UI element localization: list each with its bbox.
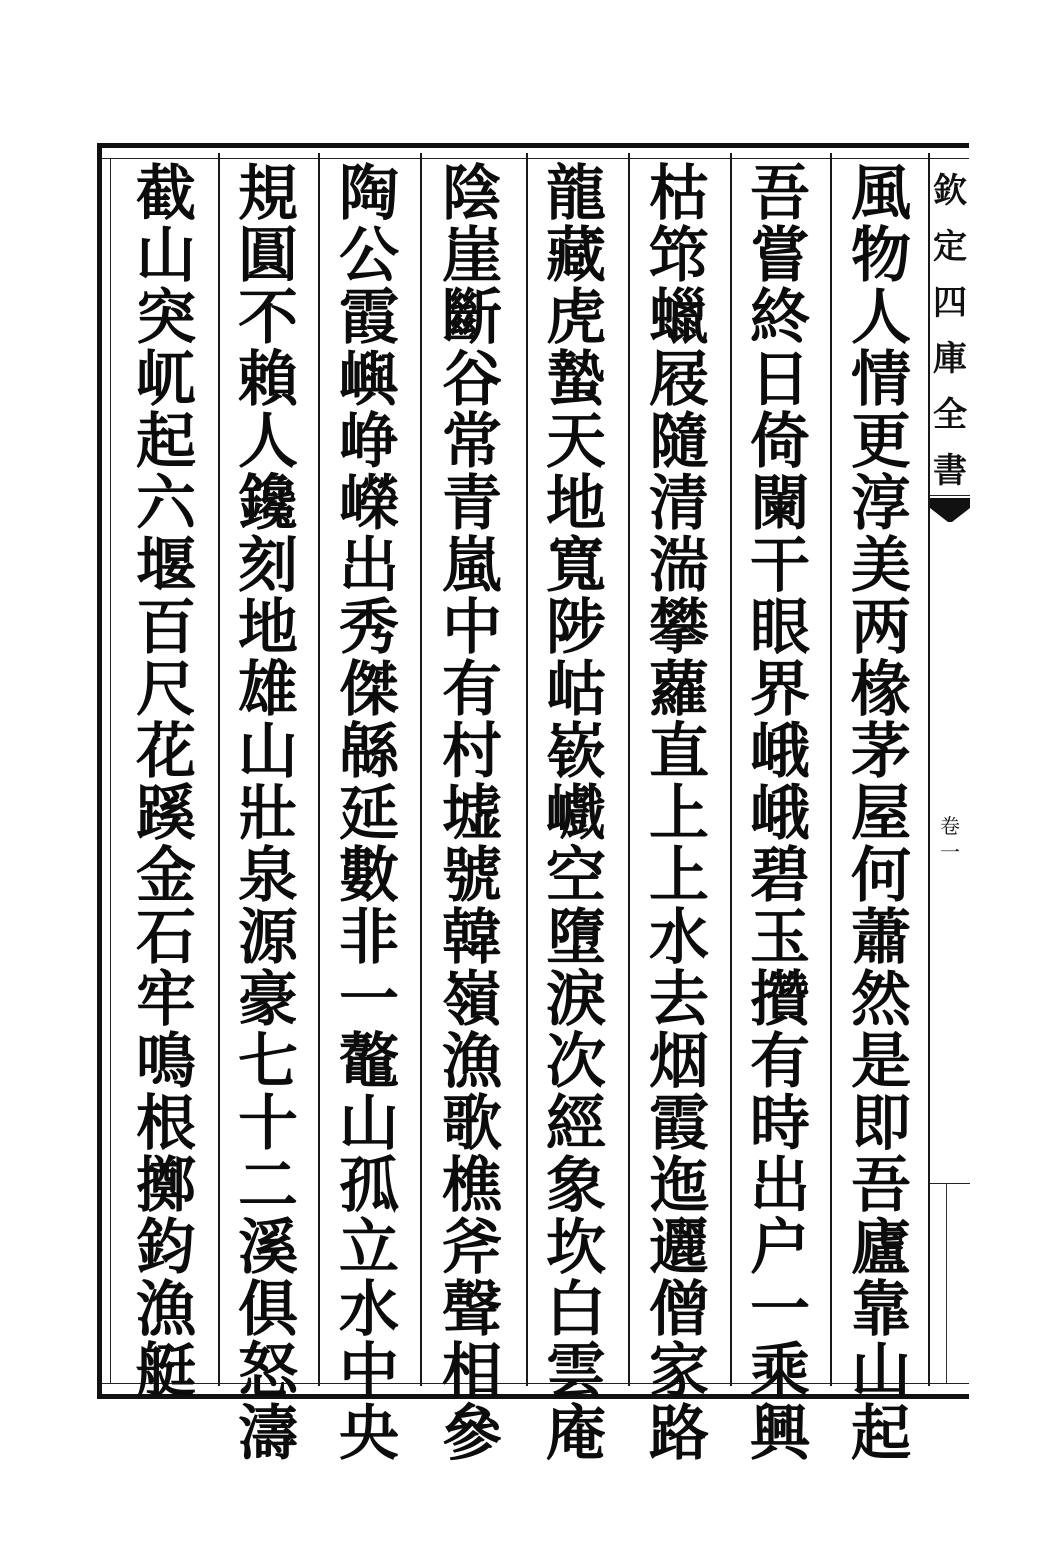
text-character: 規 [238, 159, 298, 229]
text-character: 聲 [442, 1275, 502, 1345]
text-character: 两 [851, 593, 911, 663]
text-character: 坎 [546, 1213, 606, 1283]
text-character: 藏 [546, 221, 606, 291]
text-character: 鈞 [136, 1213, 196, 1283]
text-character: 蕭 [851, 903, 911, 973]
text-column-2 [737, 159, 823, 1469]
column-divider [730, 153, 732, 1386]
text-character: 筇 [649, 221, 709, 291]
column-divider [318, 153, 320, 1386]
text-character: 有 [442, 655, 502, 725]
text-character: 鳴 [136, 1027, 196, 1097]
text-character: 攢 [750, 965, 810, 1035]
text-character: 靠 [851, 1275, 911, 1345]
text-character: 即 [851, 1089, 911, 1159]
text-character: 陶 [339, 159, 399, 229]
frame-inner-left-line [110, 158, 111, 1384]
text-character: 虎 [546, 283, 606, 353]
text-character: 然 [851, 965, 911, 1035]
text-character: 烟 [649, 1027, 709, 1097]
text-character: 巇 [546, 779, 606, 849]
text-character: 空 [546, 841, 606, 911]
text-character: 豪 [238, 965, 298, 1035]
text-character: 水 [649, 903, 709, 973]
book-title-char: 全 [933, 395, 967, 435]
text-character: 六 [136, 469, 196, 539]
text-character: 水 [339, 1275, 399, 1345]
frame-inner-top-line [102, 158, 969, 159]
text-character: 擲 [136, 1151, 196, 1221]
text-character: 家 [649, 1337, 709, 1407]
text-character: 陰 [442, 159, 502, 229]
book-title [930, 163, 970, 499]
text-character: 吾 [851, 1151, 911, 1221]
text-character: 倚 [750, 407, 810, 477]
text-character: 堰 [136, 531, 196, 601]
text-character: 牢 [136, 965, 196, 1035]
text-character: 十 [238, 1089, 298, 1159]
text-character: 圓 [238, 221, 298, 291]
text-character: 起 [136, 407, 196, 477]
text-column-1 [838, 159, 924, 1469]
text-character: 出 [750, 1151, 810, 1221]
text-character: 情 [851, 345, 911, 415]
text-character: 僧 [649, 1275, 709, 1345]
text-character: 蠟 [649, 283, 709, 353]
text-character: 峨 [750, 779, 810, 849]
text-character: 谷 [442, 345, 502, 415]
text-character: 百 [136, 593, 196, 663]
text-character: 斧 [442, 1213, 502, 1283]
text-character: 村 [442, 717, 502, 787]
text-character: 山 [238, 717, 298, 787]
text-character: 地 [546, 469, 606, 539]
text-character: 參 [442, 1399, 502, 1469]
text-character: 青 [442, 469, 502, 539]
text-character: 傑 [339, 655, 399, 725]
text-character: 漁 [136, 1275, 196, 1345]
text-character: 源 [238, 903, 298, 973]
text-character: 峨 [750, 717, 810, 787]
book-title-char: 定 [933, 227, 967, 267]
juan-char: 卷 [940, 814, 960, 838]
text-character: 天 [546, 407, 606, 477]
text-character: 溪 [238, 1213, 298, 1283]
text-character: 賴 [238, 345, 298, 415]
text-character: 山 [339, 1089, 399, 1159]
fishtail-mark-icon [930, 498, 970, 526]
text-character: 斷 [442, 283, 502, 353]
text-character: 上 [649, 841, 709, 911]
text-character: 數 [339, 841, 399, 911]
text-column-5 [429, 159, 515, 1469]
text-character: 湍 [649, 531, 709, 601]
text-character: 非 [339, 903, 399, 973]
text-character: 日 [750, 345, 810, 415]
text-column-4 [533, 159, 619, 1469]
book-title-char: 欽 [933, 171, 967, 211]
text-character: 眼 [750, 593, 810, 663]
text-character: 雲 [546, 1337, 606, 1407]
text-character: 樵 [442, 1151, 502, 1221]
text-character: 玉 [750, 903, 810, 973]
column-divider [218, 153, 220, 1386]
text-character: 艇 [136, 1337, 196, 1407]
text-character: 龍 [546, 159, 606, 229]
text-character: 一 [339, 965, 399, 1035]
text-character: 干 [750, 531, 810, 601]
book-title-char: 書 [933, 451, 967, 491]
text-character: 邐 [649, 1213, 709, 1283]
text-character: 椽 [851, 655, 911, 725]
text-character: 漁 [442, 1027, 502, 1097]
text-character: 經 [546, 1089, 606, 1159]
text-character: 濤 [238, 1399, 298, 1469]
text-character: 吾 [750, 159, 810, 229]
margin-rule [930, 495, 970, 496]
text-character: 立 [339, 1213, 399, 1283]
text-character: 常 [442, 407, 502, 477]
text-character: 壯 [238, 779, 298, 849]
text-character: 終 [750, 283, 810, 353]
text-character: 霞 [649, 1089, 709, 1159]
juan-number [930, 813, 970, 865]
text-character: 更 [851, 407, 911, 477]
text-character: 怒 [238, 1337, 298, 1407]
text-character: 淳 [851, 469, 911, 539]
text-character: 象 [546, 1151, 606, 1221]
text-character: 蹊 [136, 779, 196, 849]
text-character: 茅 [851, 717, 911, 787]
text-character: 刻 [238, 531, 298, 601]
text-character: 號 [442, 841, 502, 911]
text-character: 直 [649, 717, 709, 787]
text-character: 地 [238, 593, 298, 663]
text-character: 崖 [442, 221, 502, 291]
text-character: 峥 [339, 407, 399, 477]
book-title-char: 四 [933, 283, 967, 323]
text-character: 屐 [649, 345, 709, 415]
text-character: 岵 [546, 655, 606, 725]
text-character: 緜 [339, 717, 399, 787]
text-character: 嶸 [339, 469, 399, 539]
text-character: 墟 [442, 779, 502, 849]
text-character: 秀 [339, 593, 399, 663]
text-character: 寬 [546, 531, 606, 601]
text-character: 嶼 [339, 345, 399, 415]
text-character: 户 [750, 1213, 810, 1283]
text-character: 山 [851, 1337, 911, 1407]
text-character: 中 [442, 593, 502, 663]
text-character: 俱 [238, 1275, 298, 1345]
text-character: 庵 [546, 1399, 606, 1469]
text-character: 風 [851, 159, 911, 229]
text-character: 金 [136, 841, 196, 911]
text-character: 乘 [750, 1337, 810, 1407]
text-character: 根 [136, 1089, 196, 1159]
book-title-char: 庫 [933, 339, 967, 379]
text-character: 起 [851, 1399, 911, 1469]
text-character: 迤 [649, 1151, 709, 1221]
column-divider [420, 153, 422, 1386]
text-character: 不 [238, 283, 298, 353]
text-character: 雄 [238, 655, 298, 725]
text-character: 嵐 [442, 531, 502, 601]
text-column-7 [225, 159, 311, 1469]
text-character: 石 [136, 903, 196, 973]
text-character: 上 [649, 779, 709, 849]
text-character: 去 [649, 965, 709, 1035]
margin-rule [930, 1183, 970, 1184]
text-character: 嶺 [442, 965, 502, 1035]
text-character: 是 [851, 1027, 911, 1097]
text-character: 碧 [750, 841, 810, 911]
column-divider [628, 153, 630, 1386]
text-character: 枯 [649, 159, 709, 229]
text-character: 鑱 [238, 469, 298, 539]
text-character: 霞 [339, 283, 399, 353]
text-character: 央 [339, 1399, 399, 1469]
text-character: 七 [238, 1027, 298, 1097]
text-character: 墮 [546, 903, 606, 973]
text-character: 人 [851, 283, 911, 353]
text-character: 一 [750, 1275, 810, 1345]
text-character: 中 [339, 1337, 399, 1407]
text-character: 白 [546, 1275, 606, 1345]
text-character: 闌 [750, 469, 810, 539]
text-character: 時 [750, 1089, 810, 1159]
text-character: 公 [339, 221, 399, 291]
text-character: 尺 [136, 655, 196, 725]
text-character: 相 [442, 1337, 502, 1407]
text-character: 界 [750, 655, 810, 725]
text-column-6 [326, 159, 412, 1469]
text-character: 截 [136, 159, 196, 229]
text-character: 有 [750, 1027, 810, 1097]
text-character: 淚 [546, 965, 606, 1035]
text-character: 嘗 [750, 221, 810, 291]
text-character: 陟 [546, 593, 606, 663]
page-margin-strip [930, 153, 970, 1386]
text-character: 鼇 [339, 1027, 399, 1097]
text-character: 屋 [851, 779, 911, 849]
text-character: 美 [851, 531, 911, 601]
text-column-3 [636, 159, 722, 1469]
text-character: 二 [238, 1151, 298, 1221]
text-character: 花 [136, 717, 196, 787]
text-character: 出 [339, 531, 399, 601]
text-character: 物 [851, 221, 911, 291]
text-character: 蘿 [649, 655, 709, 725]
column-divider [830, 153, 832, 1386]
text-character: 韓 [442, 903, 502, 973]
margin-vertical-line [946, 1183, 947, 1383]
juan-char: 一 [940, 840, 960, 864]
text-character: 孤 [339, 1151, 399, 1221]
text-character: 人 [238, 407, 298, 477]
text-character: 廬 [851, 1213, 911, 1283]
text-character: 蟄 [546, 345, 606, 415]
text-character: 嵚 [546, 717, 606, 787]
column-divider [526, 153, 528, 1386]
text-column-8 [123, 159, 209, 1407]
text-character: 屼 [136, 345, 196, 415]
text-character: 攀 [649, 593, 709, 663]
text-character: 山 [136, 221, 196, 291]
text-character: 興 [750, 1399, 810, 1469]
text-character: 路 [649, 1399, 709, 1469]
text-character: 突 [136, 283, 196, 353]
text-character: 延 [339, 779, 399, 849]
text-character: 次 [546, 1027, 606, 1097]
text-character: 何 [851, 841, 911, 911]
text-character: 泉 [238, 841, 298, 911]
text-character: 隨 [649, 407, 709, 477]
text-character: 歌 [442, 1089, 502, 1159]
text-character: 清 [649, 469, 709, 539]
